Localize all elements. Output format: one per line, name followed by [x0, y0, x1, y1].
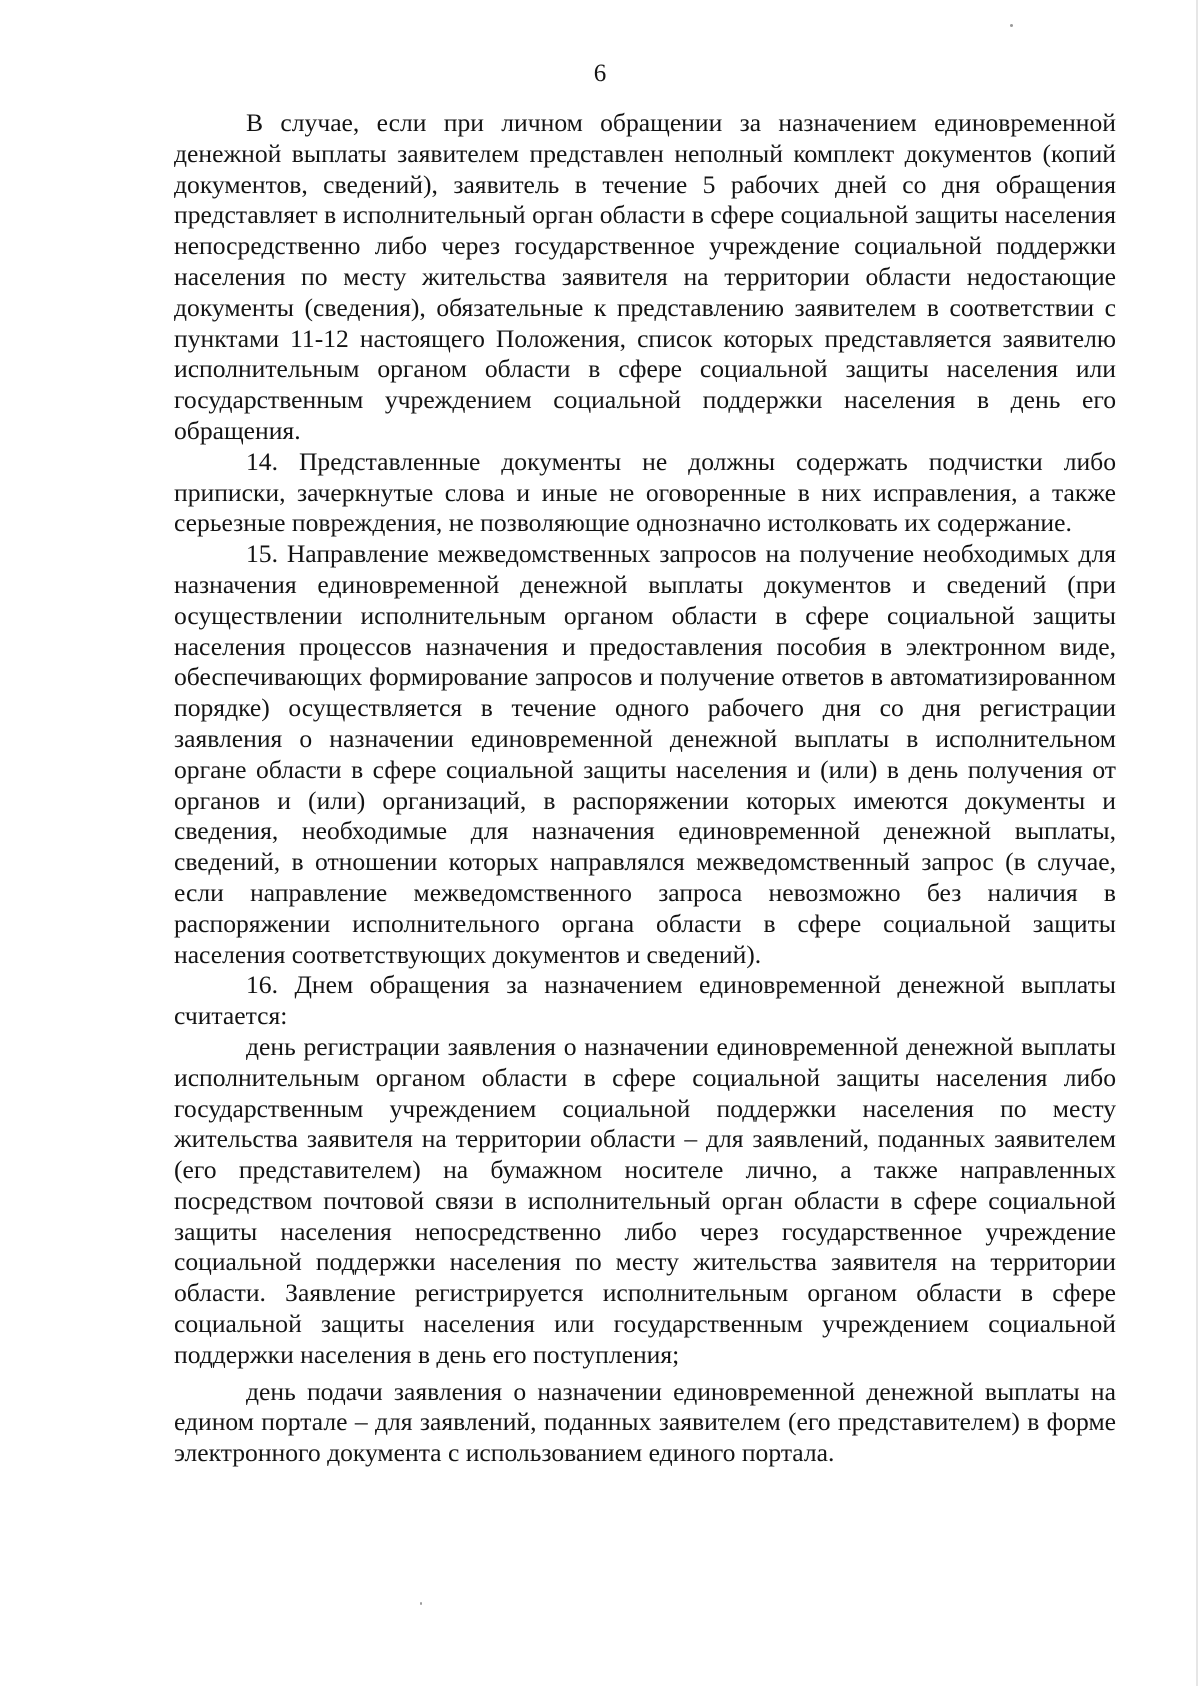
paragraph-15: 15. Направление межведомственных запросов на получение необходимых для назначения единовременной денежной выплаты документов и сведений (при осуществлении исполнительным органом области в сфере социальной защиты населения процессов назначения и предоставления пособия в электронном виде, обеспечивающих формирование запросов и получение ответов в автоматизированном порядке) осуществляется в течение одного рабочего дня со дня регистрации заявления о назначении единовременной денежной выплаты в исполнительном органе области в сфере социальной защиты населения и (или) в день получения от органов и (или) организаций, в распоряжении которых имеются документы и сведения, необходимые для назначения единовременной денежной выплаты, сведений, в отношении которых направлялся межведомственный запрос (в случае, если направление межведомственного запроса невозможно без наличия в распоряжении исполнительного органа области в сфере социальной защиты населения соответствующих документов и сведений). [174, 539, 1116, 969]
paragraph-14: 14. Представленные документы не должны содержать подчистки либо приписки, зачеркнутые слова и иные не оговоренные в них исправления, а также серьезные повреждения, не позволяющие однозначно истолковать их содержание. [174, 446, 1116, 538]
scan-speck [1196, 0, 1198, 1686]
page-number: 6 [593, 60, 607, 87]
document-body [174, 108, 1116, 1469]
paragraph-portal-day: день подачи заявления о назначении единовременной денежной выплаты на едином портале – для заявлений, поданных заявителем (его представителем) в форме электронного документа с использованием единого портала. [174, 1376, 1116, 1468]
scan-speck [420, 1602, 422, 1605]
scan-speck [1010, 24, 1013, 27]
paragraph-registration-day: день регистрации заявления о назначении единовременной денежной выплаты исполнительным органом области в сфере социальной защиты населения либо государственным учреждением социальной поддержки населения по месту жительства заявителя на территории области – для заявлений, поданных заявителем (его представителем) на бумажном носителе лично, а также направленных посредством почтовой связи в исполнительный орган области в сфере социальной защиты населения непосредственно либо через государственное учреждение социальной поддержки населения по месту жительства заявителя на территории области. Заявление регистрируется исполнительным органом области в сфере социальной защиты населения или государственным учреждением социальной поддержки населения в день его поступления; [174, 1031, 1116, 1369]
paragraph-incomplete-documents: В случае, если при личном обращении за назначением единовременной денежной выплаты заявителем представлен неполный комплект документов (копий документов, сведений), заявитель в течение 5 рабочих дней со дня обращения представляет в исполнительный орган области в сфере социальной защиты населения непосредственно либо через государственное учреждение социальной поддержки населения по месту жительства заявителя на территории области недостающие документы (сведения), обязательные к представлению заявителем в соответствии с пунктами 11-12 настоящего Положения, список которых представляется заявителю исполнительным органом области в сфере социальной защиты населения или государственным учреждением социальной поддержки населения в день его обращения. [174, 108, 1116, 445]
paragraph-16: 16. Днем обращения за назначением единовременной денежной выплаты считается: [174, 970, 1116, 1031]
